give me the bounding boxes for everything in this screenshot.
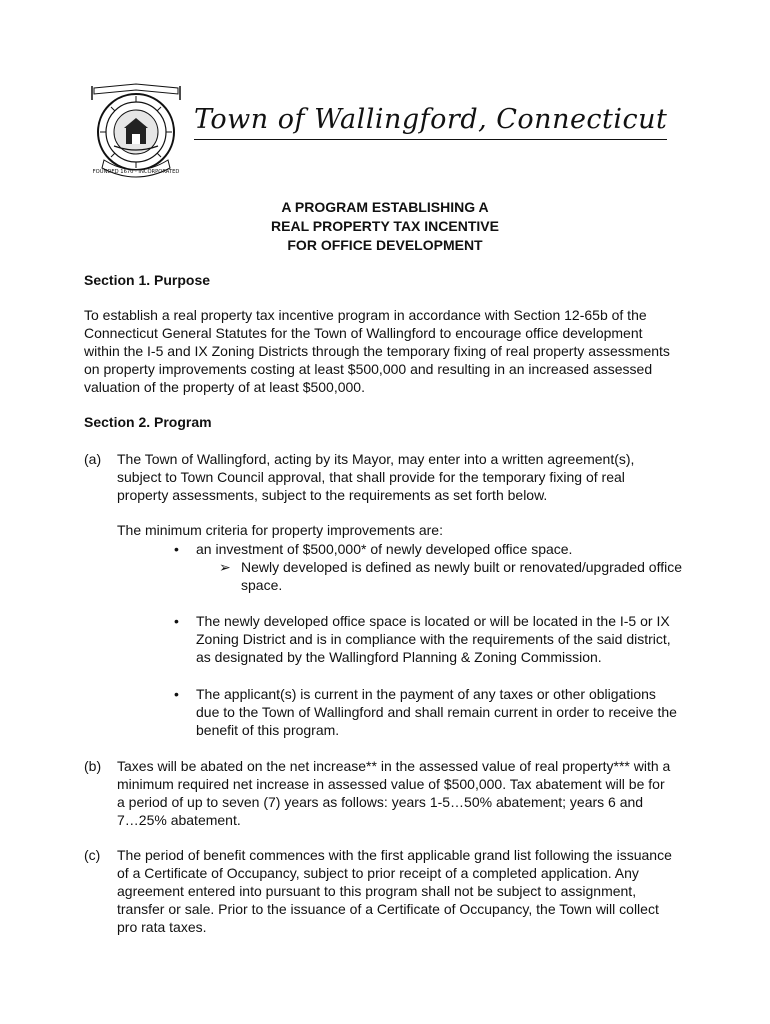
letterhead-rule <box>194 139 667 140</box>
town-seal-icon <box>86 80 186 180</box>
title-line: FOR OFFICE DEVELOPMENT <box>287 237 483 253</box>
bullet-icon: • <box>174 541 179 557</box>
document-title <box>0 198 770 255</box>
town-name-script <box>194 104 667 140</box>
bullet-line: The applicant(s) is current in the payment of any taxes or other obligations <box>196 686 656 702</box>
bullet-line: Newly developed is defined as newly built or renovated/upgraded office <box>241 559 683 575</box>
item-text <box>117 757 727 829</box>
paragraph-line: Connecticut General Statutes for the Town of Wallingford to encourage office development <box>84 325 643 341</box>
item-line: 7…25% abatement. <box>117 812 241 828</box>
bullet-text <box>196 685 677 739</box>
bullet-line: space. <box>241 577 283 593</box>
section-2-heading: Section 2. Program <box>84 414 212 430</box>
bullet-icon: • <box>174 686 179 702</box>
bullet-icon: • <box>174 613 179 629</box>
bullet-line: due to the Town of Wallingford and shall remain current in order to receive the <box>196 704 677 720</box>
bullet-text <box>196 540 572 558</box>
item-line: subject to Town Council approval, that shall provide for the temporary fixing of real <box>117 469 625 485</box>
item-label: (a) <box>84 451 102 467</box>
arrow-bullet-icon: ➢ <box>219 559 231 575</box>
criteria-intro: The minimum criteria for property improvements are: <box>117 522 443 538</box>
item-line: Taxes will be abated on the net increase** in the assessed value of real property*** with a <box>117 758 671 774</box>
bullet-line: Zoning District and is in compliance with the requirements of the said district, <box>196 631 671 647</box>
bullet-text <box>196 612 671 666</box>
item-line: The period of benefit commences with the first applicable grand list following the issuance <box>117 847 672 863</box>
title-line: REAL PROPERTY TAX INCENTIVE <box>271 218 499 234</box>
paragraph-line: valuation of the property of at least $500,000. <box>84 379 365 395</box>
bullet-line: The newly developed office space is located or will be located in the I-5 or IX <box>196 613 670 629</box>
item-line: minimum required net increase in assessed value of $500,000. Tax abatement will be for <box>117 776 665 792</box>
section-1-heading: Section 1. Purpose <box>84 272 211 288</box>
bullet-line: an investment of $500,000* of newly developed office space. <box>196 541 573 557</box>
item-label: (b) <box>84 758 102 774</box>
paragraph-line: on property improvements costing at least $500,000 and resulting in an increased assessed <box>84 361 653 377</box>
item-line: The Town of Wallingford, acting by its Mayor, may enter into a written agreement(s), <box>117 451 635 467</box>
item-line: transfer or sale. Prior to the issuance of a Certificate of Occupancy, the Town will collect <box>117 901 659 917</box>
item-text <box>117 846 727 936</box>
item-line: agreement entered into pursuant to this program shall not be subject to assignment, <box>117 883 637 899</box>
section-1-paragraph <box>84 306 724 396</box>
bullet-line: as designated by the Wallingford Planning & Zoning Commission. <box>196 649 602 665</box>
paragraph-line: within the I-5 and IX Zoning Districts through the temporary fixing of real property assessments <box>84 343 670 359</box>
item-line: of a Certificate of Occupancy, subject to prior receipt of a completed application. Any <box>117 865 639 881</box>
letterhead <box>86 80 668 180</box>
item-text <box>117 450 727 504</box>
town-name-text: Town of Wallingford, Connecticut <box>194 104 668 135</box>
bullet-line: benefit of this program. <box>196 722 340 738</box>
item-line: a period of up to seven (7) years as follows: years 1-5…50% abatement; years 6 and <box>117 794 644 810</box>
item-line: pro rata taxes. <box>117 919 207 935</box>
seal-text: FOUNDED 1670 · INCORPORATED <box>92 169 180 175</box>
item-label: (c) <box>84 847 101 863</box>
paragraph-line: To establish a real property tax incentive program in accordance with Section 12-65b of the <box>84 307 647 323</box>
sub-bullet-text <box>241 558 682 594</box>
title-line: A PROGRAM ESTABLISHING A <box>281 199 489 215</box>
item-line: property assessments, subject to the requirements as set forth below. <box>117 487 548 503</box>
